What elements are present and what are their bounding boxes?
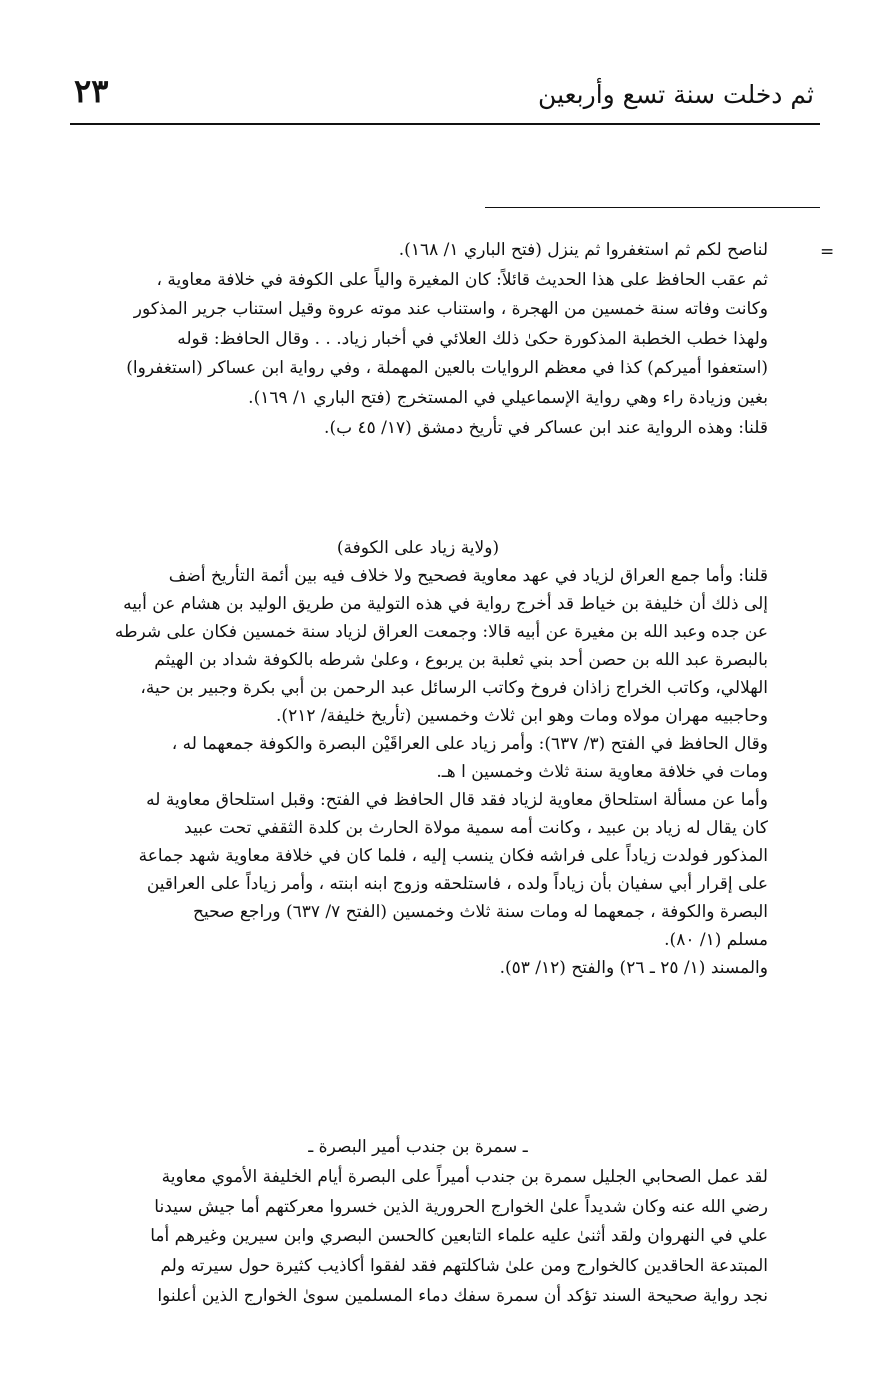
- text-line: والمسند (١/ ٢٥ ـ ٢٦) والفتح (١٢/ ٥٣).: [499, 958, 768, 978]
- header-rule: [70, 123, 820, 125]
- text-line: لناصح لكم ثم استغفروا ثم ينزل (فتح الباري ١/ ١٦٨).: [398, 240, 768, 260]
- text-line: ثم عقب الحافظ على هذا الحديث قائلاً: كان المغيرة والياً على الكوفة في خلافة معاوية ،: [156, 269, 768, 290]
- text-line: البصرة والكوفة ، جمعهما له ومات سنة ثلاث وخمسين (الفتح ٧/ ٦٣٧) وراجع صحيح: [192, 902, 768, 922]
- text-line: إلى ذلك أن خليفة بن خياط قد أخرج رواية في هذه التولية من طريق الوليد بن هشام عن أبيه: [123, 594, 768, 614]
- text-line: وحاجبيه مهران مولاه ومات وهو ابن ثلاث وخمسين (تأريخ خليفة/ ٢١٢).: [276, 706, 768, 726]
- page-header: [70, 72, 820, 122]
- text-line: عن جده وعبد الله بن مغيرة عن أبيه قالا: وجمعت العراق لزياد سنة خمسين فكان على شرطه: [114, 622, 768, 642]
- text-line: ولهذا خطب الخطبة المذكورة حكىٰ ذلك العلائي في أخبار زياد. . . وقال الحافظ: قوله: [177, 328, 768, 349]
- text-line: وقال الحافظ في الفتح (٣/ ٦٣٧): وأمر زياد على العراقَيْن البصرة والكوفة جمعهما له ،: [171, 734, 768, 754]
- text-line: قلنا: وأما جمع العراق لزياد في عهد معاوية فصحيح ولا خلاف فيه بين أئمة التأريخ أضف: [168, 566, 768, 586]
- text-line: كان يقال له زياد بن عبيد ، وكانت أمه سمية مولاة الحارث بن كلدة الثقفي تحت عبيد: [184, 818, 768, 838]
- text-line: على إقرار أبي سفيان بأن زياداً ولده ، فاستلحقه وزوج ابنه ابنته ، وأمر زياداً على العراقين: [146, 874, 768, 894]
- text-line: المذكور فولدت زياداً على فراشه فكان ينسب إليه ، فلما كان في خلافة معاوية شهد جماعة: [138, 846, 768, 866]
- text-line: وأما عن مسألة استلحاق معاوية لزياد فقد قال الحافظ في الفتح: وقبل استلحاق معاوية له: [146, 790, 768, 810]
- footnote-continuation-block: [68, 236, 768, 443]
- text-line: علي في النهروان ولقد أثنىٰ عليه علماء التابعين كالحسن البصري وابن سيرين وغيرهم أما: [150, 1226, 768, 1247]
- text-line: بالبصرة عبد الله بن حصن أحد بني ثعلبة بن يربوع ، وعلىٰ شرطه بالكوفة شداد بن الهيثم: [154, 650, 768, 670]
- section-heading: (ولاية زياد على الكوفة): [336, 538, 500, 558]
- text-line: رضي الله عنه وكان شديداً علىٰ الخوارج الحرورية الذين خسروا معركتهم أما جيش سيدنا: [154, 1196, 768, 1217]
- footnote-separator-rule: [485, 207, 820, 208]
- page-number: ٢٣: [74, 72, 109, 110]
- text-line: وكانت وفاته سنة خمسين من الهجرة ، واستناب عند موته عروة وقيل استناب جرير المذكور: [133, 299, 768, 320]
- text-line: نجد رواية صحيحة السند تؤكد أن سمرة سفك دماء المسلمين سوىٰ الخوارج الذين أعلنوا: [157, 1285, 768, 1306]
- text-line: ومات في خلافة معاوية سنة ثلاث وخمسين ا هـ.: [436, 762, 768, 782]
- section-heading: ـ سمرة بن جندب أمير البصرة ـ: [308, 1137, 528, 1157]
- section-ziyad-governorship: [68, 534, 768, 982]
- text-line: قلنا: وهذه الرواية عند ابن عساكر في تأريخ دمشق (١٧/ ٤٥ ب).: [324, 417, 768, 438]
- text-line: بغين وزيادة راء وهي رواية الإسماعيلي في المستخرج (فتح الباري ١/ ١٦٩).: [248, 387, 768, 408]
- text-line: (استعفوا أميركم) كذا في معظم الروايات بالعين المهملة ، وفي رواية ابن عساكر (استغفروا): [126, 358, 768, 379]
- footnote-continuation-marker: =: [820, 242, 835, 262]
- text-line: المبتدعة الحاقدين كالخوارج ومن علىٰ شاكلتهم فقد لفقوا أكاذيب كثيرة حول سيرته ولم: [160, 1256, 768, 1277]
- text-line: مسلم (١/ ٨٠).: [664, 930, 768, 950]
- running-title: ثم دخلت سنة تسع وأربعين: [538, 80, 814, 109]
- text-line: لقد عمل الصحابي الجليل سمرة بن جندب أميراً على البصرة أيام الخليفة الأموي معاوية: [161, 1166, 768, 1187]
- text-line: الهلالي، وكاتب الخراج زاذان فروخ وكاتب الرسائل عبد الرحمن بن أبي بكرة وجبير بن حية،: [140, 678, 768, 698]
- section-samura-bin-jundub: [68, 1133, 768, 1312]
